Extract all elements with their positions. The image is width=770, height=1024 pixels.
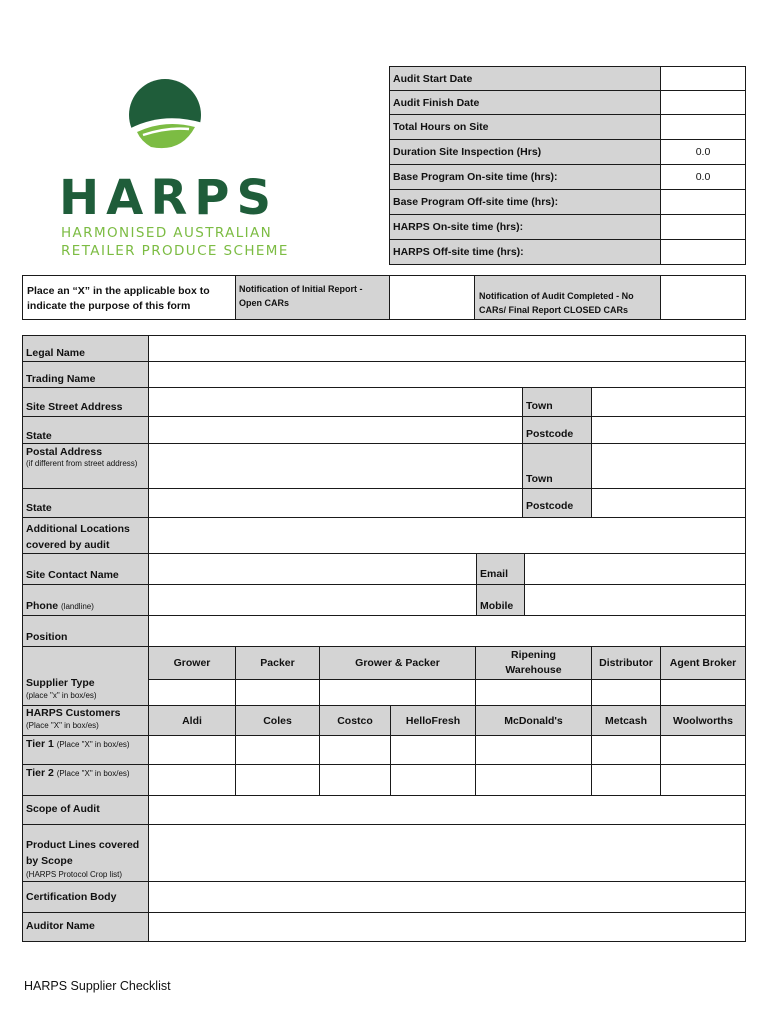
supplier-type-grower: Grower bbox=[148, 646, 236, 680]
additional-locations-label: Additional Locations covered by audit bbox=[22, 517, 149, 554]
supplier-type-label bbox=[22, 646, 149, 706]
tier2-metcash-checkbox[interactable] bbox=[591, 764, 661, 796]
postcode-field-2[interactable] bbox=[591, 488, 746, 518]
supplier-type-title: Supplier Type bbox=[26, 677, 95, 689]
postcode-label-2: Postcode bbox=[522, 488, 592, 518]
footer-title: HARPS Supplier Checklist bbox=[24, 979, 171, 993]
audit-completed-checkbox[interactable] bbox=[660, 275, 746, 320]
email-label: Email bbox=[476, 553, 525, 585]
tier1-mcdonalds-checkbox[interactable] bbox=[475, 735, 592, 765]
state-field-2[interactable] bbox=[148, 488, 523, 518]
customer-metcash: Metcash bbox=[591, 705, 661, 736]
state-label-2: State bbox=[22, 488, 149, 518]
product-lines-note: (HARPS Protocol Crop list) bbox=[26, 870, 123, 879]
trading-name-field[interactable] bbox=[148, 361, 746, 388]
state-label-1: State bbox=[22, 416, 149, 444]
product-lines-field[interactable] bbox=[148, 824, 746, 882]
postal-address-field[interactable] bbox=[148, 443, 523, 489]
town-label-2: Town bbox=[522, 443, 592, 489]
audit-start-date-label: Audit Start Date bbox=[389, 66, 661, 91]
supplier-type-distributor: Distributor bbox=[591, 646, 661, 680]
audit-completed-label: Notification of Audit Completed - No CARs/ Final Report CLOSED CARs bbox=[474, 275, 661, 320]
tier1-aldi-checkbox[interactable] bbox=[148, 735, 236, 765]
additional-locations-field[interactable] bbox=[148, 517, 746, 554]
tier2-label bbox=[22, 764, 149, 796]
scope-field[interactable] bbox=[148, 795, 746, 825]
legal-name-label: Legal Name bbox=[22, 335, 149, 362]
tier1-coles-checkbox[interactable] bbox=[235, 735, 320, 765]
tier2-hellofresh-checkbox[interactable] bbox=[390, 764, 476, 796]
legal-name-field[interactable] bbox=[148, 335, 746, 362]
phone-field[interactable] bbox=[148, 584, 477, 616]
town-label-1: Town bbox=[522, 387, 592, 417]
audit-finish-date-label: Audit Finish Date bbox=[389, 90, 661, 115]
supplier-grower-checkbox[interactable] bbox=[148, 679, 236, 706]
trading-name-label: Trading Name bbox=[22, 361, 149, 388]
state-field-1[interactable] bbox=[148, 416, 523, 444]
logo-line2: RETAILER PRODUCE SCHEME bbox=[61, 243, 289, 259]
tier2-note: (Place "X" in box/es) bbox=[56, 769, 130, 778]
total-hours-field[interactable] bbox=[660, 114, 746, 140]
scope-label: Scope of Audit bbox=[22, 795, 149, 825]
product-lines-title: Product Lines covered by Scope bbox=[26, 839, 140, 867]
harps-customers-title: HARPS Customers bbox=[26, 707, 121, 719]
supplier-type-packer: Packer bbox=[235, 646, 320, 680]
total-hours-label: Total Hours on Site bbox=[389, 114, 661, 140]
customer-hellofresh: HelloFresh bbox=[390, 705, 476, 736]
tier1-title: Tier 1 bbox=[26, 738, 54, 750]
tier1-note: (Place "X" in box/es) bbox=[56, 740, 130, 749]
harps-onsite-label: HARPS On-site time (hrs): bbox=[389, 214, 661, 240]
customer-coles: Coles bbox=[235, 705, 320, 736]
position-label: Position bbox=[22, 615, 149, 647]
duration-inspection-label: Duration Site Inspection (Hrs) bbox=[389, 139, 661, 165]
harps-customers-note: (Place "X" in box/es) bbox=[26, 721, 99, 730]
supplier-packer-checkbox[interactable] bbox=[235, 679, 320, 706]
cert-body-field[interactable] bbox=[148, 881, 746, 913]
postal-address-label bbox=[22, 443, 149, 489]
audit-start-date-field[interactable] bbox=[660, 66, 746, 91]
tier2-title: Tier 2 bbox=[26, 767, 54, 779]
initial-report-checkbox[interactable] bbox=[389, 275, 475, 320]
position-field[interactable] bbox=[148, 615, 746, 647]
supplier-type-note: (place "x" in box/es) bbox=[26, 691, 97, 700]
site-contact-label: Site Contact Name bbox=[22, 553, 149, 585]
harps-offsite-field[interactable] bbox=[660, 239, 746, 265]
harps-onsite-field[interactable] bbox=[660, 214, 746, 240]
logo-name: HARPS bbox=[59, 170, 279, 226]
supplier-distributor-checkbox[interactable] bbox=[591, 679, 661, 706]
base-onsite-value[interactable]: 0.0 bbox=[660, 164, 746, 190]
mobile-field[interactable] bbox=[524, 584, 746, 616]
supplier-type-agent-broker: Agent Broker bbox=[660, 646, 746, 680]
email-field[interactable] bbox=[524, 553, 746, 585]
base-offsite-field[interactable] bbox=[660, 189, 746, 215]
tier1-hellofresh-checkbox[interactable] bbox=[390, 735, 476, 765]
tier2-coles-checkbox[interactable] bbox=[235, 764, 320, 796]
postal-address-title: Postal Address bbox=[26, 446, 103, 458]
auditor-label: Auditor Name bbox=[22, 912, 149, 942]
tier2-mcdonalds-checkbox[interactable] bbox=[475, 764, 592, 796]
cert-body-label: Certification Body bbox=[22, 881, 149, 913]
base-offsite-label: Base Program Off-site time (hrs): bbox=[389, 189, 661, 215]
tier1-woolworths-checkbox[interactable] bbox=[660, 735, 746, 765]
leaf-icon bbox=[123, 77, 207, 161]
tier1-costco-checkbox[interactable] bbox=[319, 735, 391, 765]
tier1-metcash-checkbox[interactable] bbox=[591, 735, 661, 765]
audit-finish-date-field[interactable] bbox=[660, 90, 746, 115]
phone-note: (landline) bbox=[61, 602, 94, 611]
supplier-type-grower-packer: Grower & Packer bbox=[319, 646, 476, 680]
postcode-field-1[interactable] bbox=[591, 416, 746, 444]
product-lines-label bbox=[22, 824, 149, 882]
site-street-label: Site Street Address bbox=[22, 387, 149, 417]
logo-line1: HARMONISED AUSTRALIAN bbox=[61, 225, 273, 241]
harps-offsite-label: HARPS Off-site time (hrs): bbox=[389, 239, 661, 265]
supplier-type-ripening-warehouse: Ripening Warehouse bbox=[475, 646, 592, 680]
mobile-label: Mobile bbox=[476, 584, 525, 616]
supplier-agent-broker-checkbox[interactable] bbox=[660, 679, 746, 706]
postcode-label-1: Postcode bbox=[522, 416, 592, 444]
base-onsite-label: Base Program On-site time (hrs): bbox=[389, 164, 661, 190]
harps-customers-label bbox=[22, 705, 149, 736]
customer-costco: Costco bbox=[319, 705, 391, 736]
tier2-costco-checkbox[interactable] bbox=[319, 764, 391, 796]
customer-woolworths: Woolworths bbox=[660, 705, 746, 736]
duration-inspection-value[interactable]: 0.0 bbox=[660, 139, 746, 165]
town-field-1[interactable] bbox=[591, 387, 746, 417]
phone-title: Phone bbox=[26, 600, 59, 612]
town-field-2[interactable] bbox=[591, 443, 746, 489]
purpose-instruction: Place an “X” in the applicable box to indicate the purpose of this form bbox=[22, 275, 236, 320]
supplier-ripening-checkbox[interactable] bbox=[475, 679, 592, 706]
site-street-field[interactable] bbox=[148, 387, 523, 417]
site-contact-field[interactable] bbox=[148, 553, 477, 585]
tier2-aldi-checkbox[interactable] bbox=[148, 764, 236, 796]
auditor-field[interactable] bbox=[148, 912, 746, 942]
customer-mcdonalds: McDonald's bbox=[475, 705, 592, 736]
supplier-grower-packer-checkbox[interactable] bbox=[319, 679, 476, 706]
tier2-woolworths-checkbox[interactable] bbox=[660, 764, 746, 796]
customer-aldi: Aldi bbox=[148, 705, 236, 736]
postal-address-note: (if different from street address) bbox=[26, 459, 138, 468]
tier1-label bbox=[22, 735, 149, 765]
harps-logo bbox=[55, 75, 289, 265]
phone-label bbox=[22, 584, 149, 616]
initial-report-label: Notification of Initial Report - Open CARs bbox=[235, 275, 390, 320]
